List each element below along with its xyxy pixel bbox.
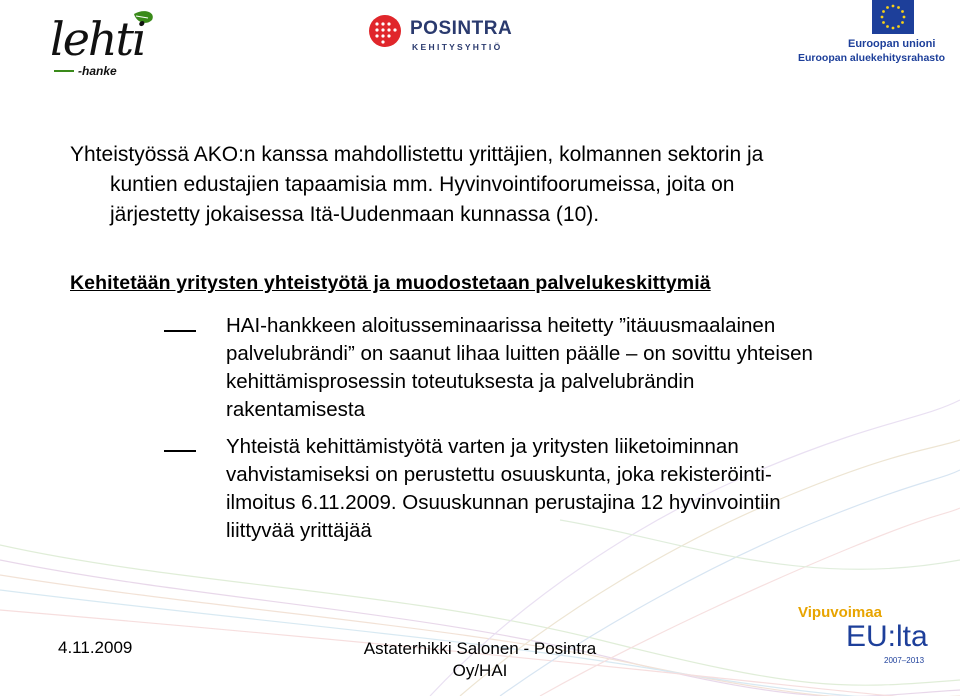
intro-line-3: järjestetty jokaisessa Itä-Uudenmaan kunnassa (10). — [110, 203, 600, 226]
posintra-subtitle: K E H I T Y S Y H T I Ö — [412, 42, 501, 52]
lehti-subtitle: -hanke — [78, 64, 117, 78]
bullet-dash-2 — [164, 450, 196, 452]
lehti-wordmark: lehti — [50, 12, 145, 66]
bullet-1-line-3: kehittämisprosessin toteutuksesta ja palvelubrändin — [226, 370, 695, 393]
bullet-2-line-1: Yhteistä kehittämistyötä varten ja yritysten liiketoiminnan — [226, 435, 739, 458]
posintra-dots-icon — [368, 14, 402, 48]
bullet-item-1 — [226, 312, 926, 424]
eu-fund-label: Euroopan aluekehitysrahasto — [798, 52, 946, 64]
posintra-name: POSINTRA — [410, 18, 513, 39]
vipuvoimaa-logo — [786, 600, 960, 674]
intro-line-1: Yhteistyössä AKO:n kanssa mahdollistettu yrittäjien, kolmannen sektorin ja — [70, 143, 764, 166]
posintra-logo — [368, 10, 580, 58]
footer-date: 4.11.2009 — [58, 638, 133, 657]
footer-author — [330, 638, 630, 682]
bullet-2-line-3: ilmoitus 6.11.2009. Osuuskunnan perustajina 12 hyvinvointiin — [226, 491, 781, 514]
vipu-eu-label: EU:lta — [846, 620, 928, 653]
intro-line-2: kuntien edustajien tapaamisia mm. Hyvinvointifoorumeissa, joita on — [110, 173, 735, 196]
eu-logo — [792, 0, 960, 66]
bullet-item-2 — [226, 433, 926, 545]
lehti-underline — [54, 70, 74, 72]
bullet-1-line-2: palvelubrändi” on saanut lihaa luitten päälle – on sovittu yhteisen — [226, 342, 813, 365]
bullet-1-line-1: HAI-hankkeen aloitusseminaarissa heitetty ”itäuusmaalainen — [226, 314, 776, 337]
eu-flag-icon — [872, 0, 914, 34]
footer-author-line-2: Oy/HAI — [452, 661, 508, 680]
eu-union-label: Euroopan unioni — [848, 38, 936, 50]
vipu-years: 2007–2013 — [884, 656, 925, 665]
lehti-hanke-logo — [48, 6, 160, 82]
vipu-title: Vipuvoimaa — [798, 604, 882, 621]
bullet-2-line-4: liittyvää yrittäjää — [226, 519, 372, 542]
intro-paragraph — [70, 140, 890, 230]
section-heading: Kehitetään yritysten yhteistyötä ja muodostetaan palvelukeskittymiä — [70, 272, 711, 294]
bullet-dash-1 — [164, 330, 196, 332]
bullet-1-line-4: rakentamisesta — [226, 398, 366, 421]
bullet-2-line-2: vahvistamiseksi on perustettu osuuskunta, joka rekisteröinti- — [226, 463, 772, 486]
footer-author-line-1: Astaterhikki Salonen - Posintra — [363, 639, 597, 658]
